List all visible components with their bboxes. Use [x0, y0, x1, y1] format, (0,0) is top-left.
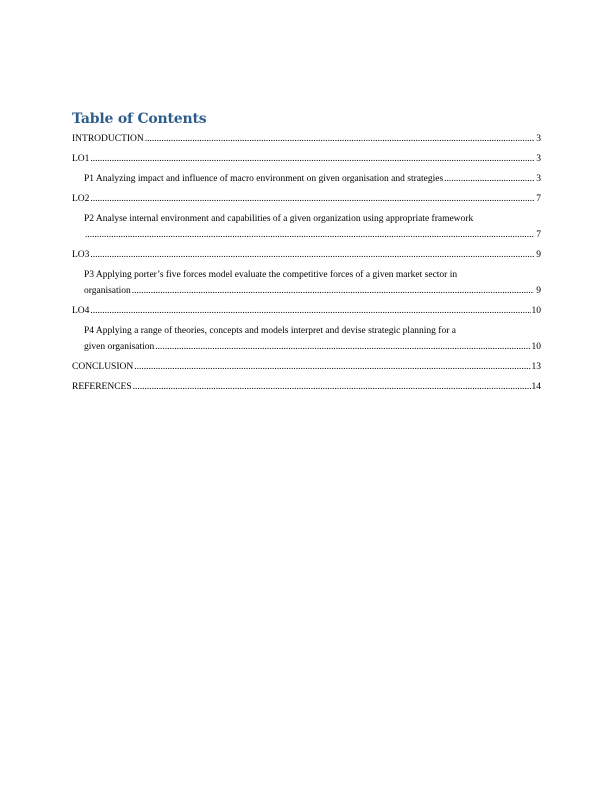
toc-entry-p3[interactable]: [72, 267, 541, 299]
toc-entry-label: P1 Analyzing impact and influence of macro environment on given organisation and strategies: [84, 174, 444, 184]
toc-page-number: 13: [531, 362, 541, 372]
dot-leader: [132, 283, 534, 299]
dot-leader: [145, 131, 534, 147]
dot-leader: [90, 191, 534, 207]
toc-entry-lo2[interactable]: [72, 191, 541, 207]
toc-entry-label-line1: P2 Analyse internal environment and capabilities of a given organization using appropriate framework: [84, 214, 474, 224]
toc-page-number: 3: [536, 154, 541, 164]
toc-entry-lo1[interactable]: [72, 151, 541, 167]
toc-page-number: 9: [536, 250, 541, 260]
toc-entry-label: CONCLUSION: [72, 362, 134, 372]
toc-entry-label-line1: P3 Applying porter’s five forces model evaluate the competitive forces of a given market sector in: [84, 270, 458, 280]
toc-entry-p1[interactable]: [72, 171, 541, 187]
toc-title: Table of Contents: [72, 111, 207, 127]
toc-page-number: 9: [536, 286, 541, 296]
dot-leader: [134, 359, 530, 375]
toc-page-number: 3: [536, 174, 541, 184]
dot-leader: [90, 303, 530, 319]
toc-entry-label: LO3: [72, 250, 90, 260]
toc-page-number: 14: [531, 382, 541, 392]
dot-leader: [90, 247, 534, 263]
dot-leader: [155, 339, 530, 355]
toc-entry-label-line2: given organisation: [84, 342, 155, 352]
dot-leader: [133, 379, 531, 395]
dot-leader: [90, 151, 534, 167]
toc-page-number: 10: [531, 306, 541, 316]
toc-list: [72, 131, 541, 399]
toc-entry-label: LO1: [72, 154, 90, 164]
toc-entry-label: INTRODUCTION: [72, 134, 144, 144]
toc-entry-p2[interactable]: [72, 211, 541, 243]
toc-page-number: 7: [536, 230, 541, 240]
toc-entry-label: LO2: [72, 194, 90, 204]
toc-entry-references[interactable]: [72, 379, 541, 395]
dot-leader: [85, 227, 534, 243]
toc-entry-label: LO4: [72, 306, 90, 316]
toc-page-number: 10: [531, 342, 541, 352]
toc-page-number: 7: [536, 194, 541, 204]
toc-entry-label: REFERENCES: [72, 382, 132, 392]
toc-entry-p4[interactable]: [72, 323, 541, 355]
toc-entry-conclusion[interactable]: [72, 359, 541, 375]
toc-entry-label-line2: organisation: [84, 286, 131, 296]
toc-entry-lo4[interactable]: [72, 303, 541, 319]
toc-entry-label-line1: P4 Applying a range of theories, concepts and models interpret and devise strategic planning for a: [84, 326, 456, 336]
toc-entry-lo3[interactable]: [72, 247, 541, 263]
dot-leader: [444, 171, 534, 187]
toc-page-number: 3: [536, 134, 541, 144]
toc-entry-introduction[interactable]: [72, 131, 541, 147]
